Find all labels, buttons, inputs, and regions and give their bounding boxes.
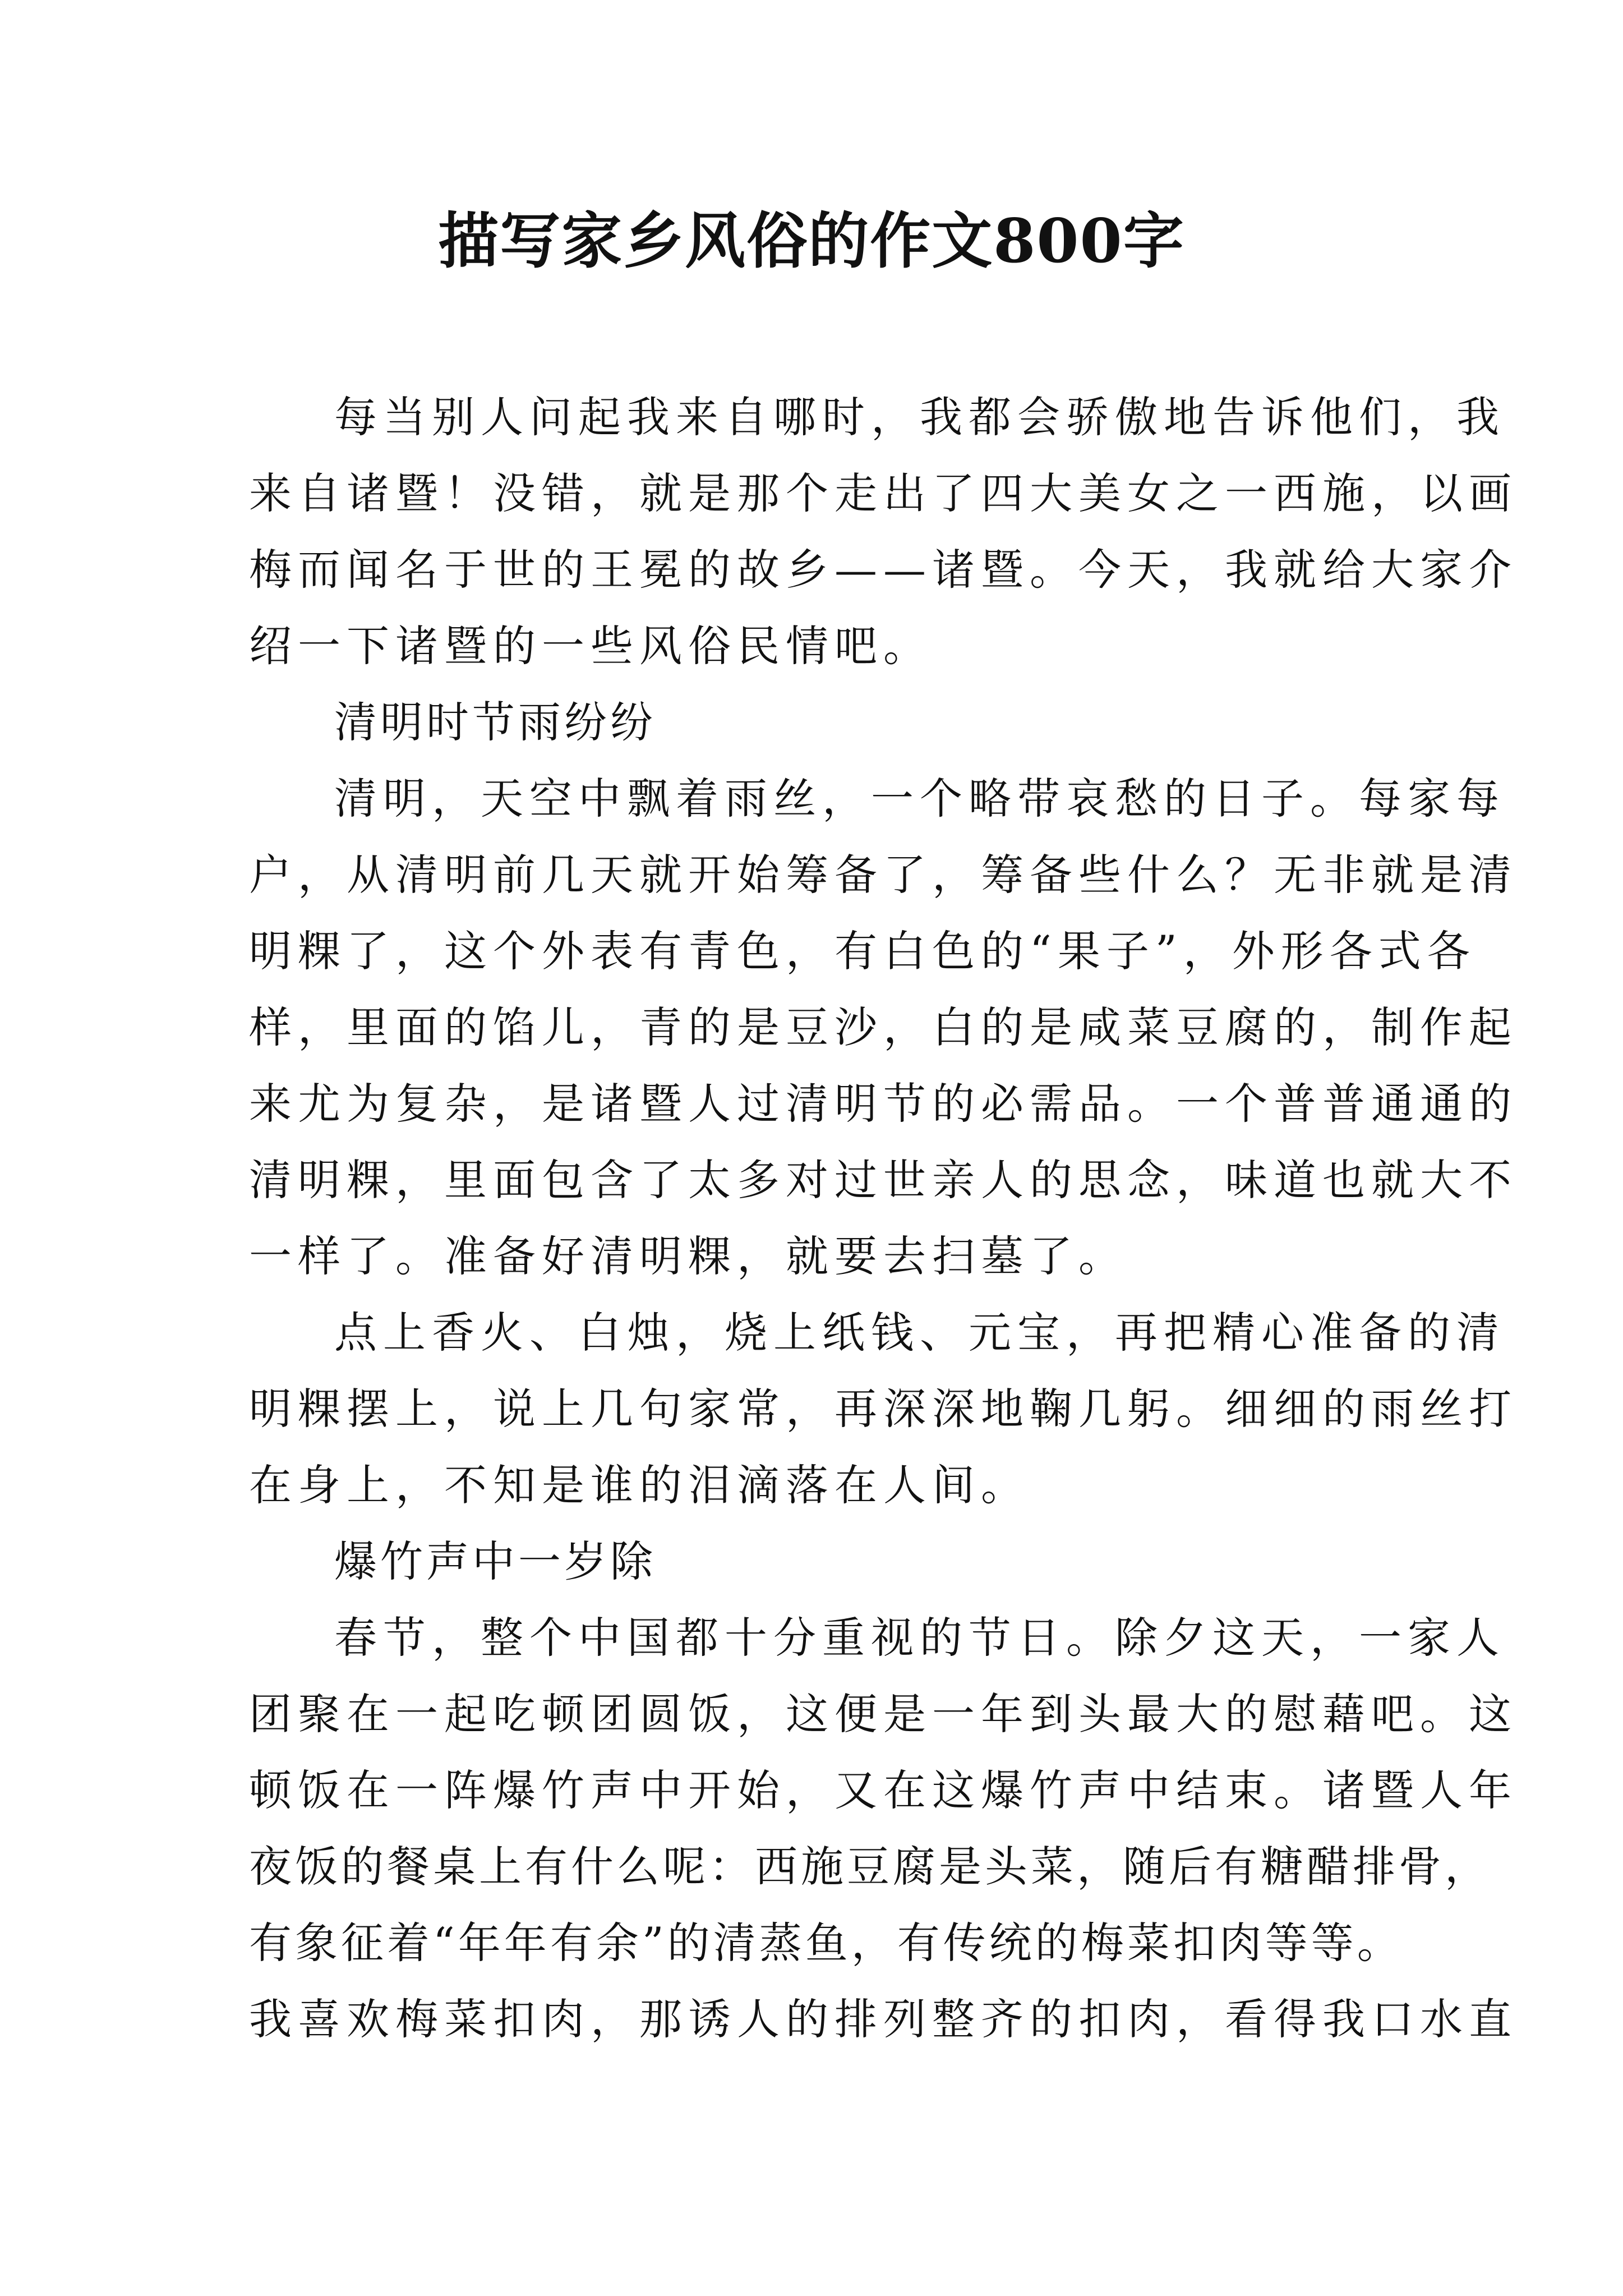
paragraph-line: 夜饭的餐桌上有什么呢：西施豆腐是头菜，随后有糖醋排骨，	[249, 1842, 1491, 1892]
paragraph-line: 有象征着“年年有余”的清蒸鱼，有传统的梅菜扣肉等等。	[249, 1918, 1403, 1968]
paragraph-line: 每当别人问起我来自哪时，我都会骄傲地告诉他们，我	[334, 392, 1505, 442]
section-heading: 爆竹声中一岁除	[334, 1536, 656, 1586]
paragraph-line: 梅而闻名于世的王冕的故乡——诸暨。今天，我就给大家介	[249, 545, 1518, 595]
paragraph-line: 户，从清明前几天就开始筹备了，筹备些什么？无非就是清	[249, 850, 1518, 900]
paragraph-line: 团聚在一起吃顿团圆饭，这便是一年到头最大的慰藉吧。这	[249, 1689, 1518, 1739]
paragraph-line: 清明，天空中飘着雨丝，一个略带哀愁的日子。每家每	[334, 774, 1505, 823]
paragraph-line: 绍一下诸暨的一些风俗民情吧。	[249, 621, 932, 671]
paragraph-line: 点上香火、白烛，烧上纸钱、元宝，再把精心准备的清	[334, 1308, 1505, 1358]
paragraph-line: 明粿摆上，说上几句家常，再深深地鞠几躬。细细的雨丝打	[249, 1384, 1518, 1434]
paragraph-line: 样，里面的馅儿，青的是豆沙，白的是咸菜豆腐的，制作起	[249, 1002, 1518, 1052]
paragraph-line: 一样了。准备好清明粿，就要去扫墓了。	[249, 1231, 1127, 1281]
paragraph-line: 来自诸暨！没错，就是那个走出了四大美女之一西施，以画	[249, 468, 1518, 518]
paragraph-line: 我喜欢梅菜扣肉，那诱人的排列整齐的扣肉，看得我口水直	[249, 1994, 1518, 2044]
section-heading: 清明时节雨纷纷	[334, 697, 656, 747]
document-title: 描写家乡风俗的作文800字	[438, 206, 1185, 277]
paragraph-line: 来尤为复杂，是诸暨人过清明节的必需品。一个普普通通的	[249, 1079, 1518, 1129]
paragraph-line: 顿饭在一阵爆竹声中开始，又在这爆竹声中结束。诸暨人年	[249, 1765, 1518, 1815]
paragraph-line: 明粿了，这个外表有青色，有白色的“果子”，外形各式各	[249, 926, 1476, 976]
paragraph-line: 在身上，不知是谁的泪滴落在人间。	[249, 1460, 1030, 1510]
paragraph-line: 清明粿，里面包含了太多对过世亲人的思念，味道也就大不	[249, 1155, 1518, 1205]
document-body	[249, 379, 1518, 2058]
paragraph-line: 春节，整个中国都十分重视的节日。除夕这天，一家人	[334, 1613, 1505, 1663]
